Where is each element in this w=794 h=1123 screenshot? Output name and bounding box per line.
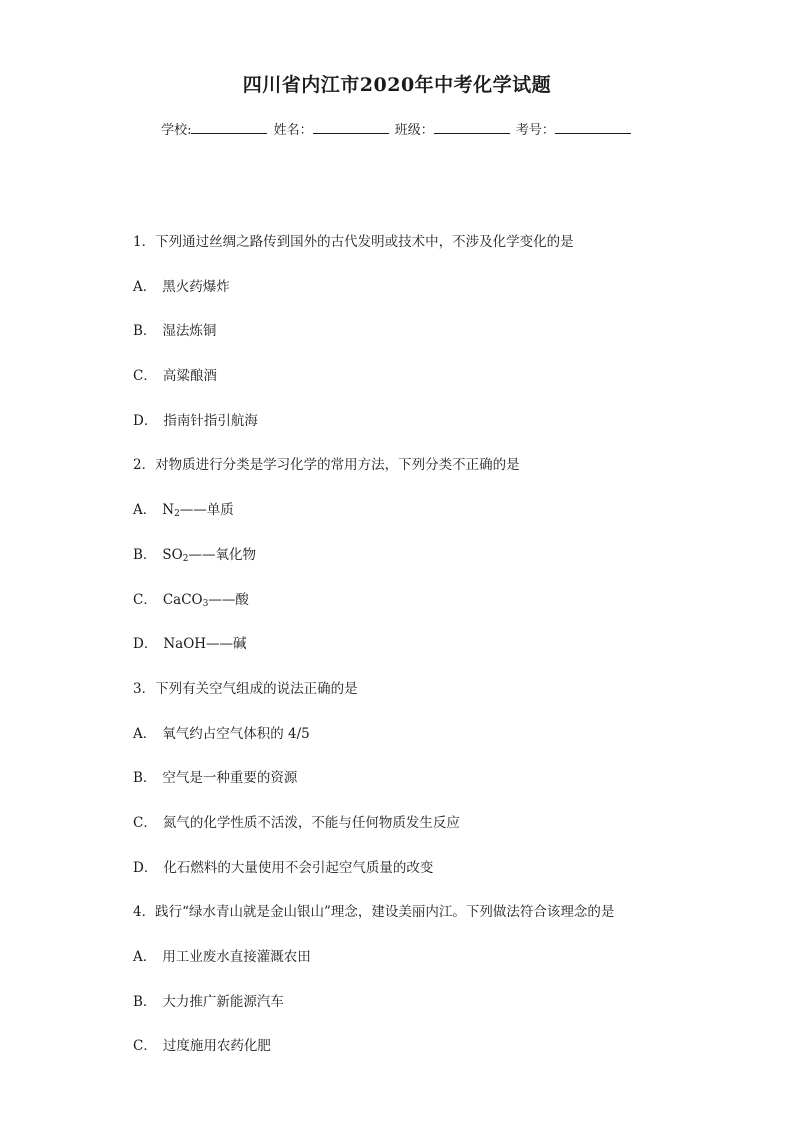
option-item bbox=[133, 412, 733, 457]
option-item bbox=[133, 993, 733, 1038]
option-letter: D． bbox=[133, 636, 158, 653]
option-letter: C． bbox=[133, 814, 157, 831]
option-item bbox=[133, 367, 733, 412]
exam-number-blank[interactable] bbox=[555, 121, 631, 134]
option-item bbox=[133, 278, 733, 323]
option-letter: B． bbox=[133, 770, 157, 787]
option-item bbox=[133, 725, 733, 770]
option-letter: A． bbox=[133, 278, 157, 295]
formula-subscript: 3 bbox=[202, 598, 209, 609]
page-title: 四川省内江市2020年中考化学试题 bbox=[242, 74, 552, 96]
class-field bbox=[395, 119, 512, 138]
option-item bbox=[133, 769, 733, 814]
class-label: 班级： bbox=[394, 123, 434, 138]
option-formula: NaOH bbox=[163, 636, 207, 653]
option-letter: A． bbox=[133, 725, 157, 742]
option-letter: B． bbox=[133, 993, 157, 1010]
option-letter: A． bbox=[133, 502, 157, 519]
class-blank[interactable] bbox=[434, 121, 510, 134]
name-label: 姓名： bbox=[273, 123, 313, 138]
option-letter: C． bbox=[133, 1038, 157, 1055]
name-field bbox=[274, 119, 391, 138]
option-formula: SO bbox=[162, 546, 183, 563]
option-item bbox=[133, 591, 733, 636]
option-letter: A． bbox=[133, 949, 157, 965]
option-formula: N bbox=[162, 502, 175, 519]
option-letter: D． bbox=[133, 859, 158, 876]
option-text: ——酸 bbox=[208, 591, 249, 608]
option-text: ——氧化物 bbox=[188, 546, 256, 563]
question-list bbox=[133, 233, 733, 1082]
school-blank[interactable] bbox=[191, 121, 267, 134]
exam-number-label: 考号： bbox=[515, 123, 555, 138]
question-stem: 3．下列有关空气组成的说法正确的是 bbox=[133, 680, 358, 697]
question-stem: 1．下列通过丝绸之路传到国外的古代发明或技术中，不涉及化学变化的是 bbox=[133, 234, 574, 250]
option-text: 指南针指引航海 bbox=[163, 412, 258, 429]
option-item bbox=[133, 859, 733, 904]
option-letter: C． bbox=[133, 368, 157, 385]
option-letter: C． bbox=[133, 591, 157, 608]
option-text: 湿法炼铜 bbox=[162, 323, 217, 340]
option-text: 空气是一种重要的资源 bbox=[162, 770, 298, 787]
option-text: 用工业废水直接灌溉农田 bbox=[162, 949, 311, 965]
formula-subscript: 2 bbox=[182, 553, 189, 564]
option-formula: CaCO bbox=[162, 591, 203, 608]
option-text: 氧气约占空气体积的 4/5 bbox=[162, 725, 310, 742]
question-stem: 4．践行“绿水青山就是金山银山”理念，建设美丽内江。下列做法符合该理念的是 bbox=[133, 904, 615, 921]
option-item bbox=[133, 322, 733, 367]
option-text: ——碱 bbox=[206, 636, 247, 653]
option-letter: D． bbox=[133, 412, 158, 429]
question-stem: 2．对物质进行分类是学习化学的常用方法，下列分类不正确的是 bbox=[133, 457, 520, 474]
exam-number-field bbox=[516, 119, 633, 138]
option-item bbox=[133, 1037, 733, 1082]
option-text: 过度施用农药化肥 bbox=[162, 1038, 271, 1055]
option-text: 黑火药爆炸 bbox=[162, 278, 230, 295]
name-blank[interactable] bbox=[313, 121, 389, 134]
option-text: 氮气的化学性质不活泼，不能与任何物质发生反应 bbox=[162, 814, 460, 831]
option-item bbox=[133, 948, 733, 993]
option-item bbox=[133, 501, 733, 546]
student-info-row bbox=[0, 119, 794, 138]
option-item bbox=[133, 814, 733, 859]
school-label: 学校: bbox=[161, 123, 192, 138]
option-text: 大力推广新能源汽车 bbox=[162, 993, 284, 1010]
formula-subscript: 2 bbox=[174, 509, 180, 520]
option-text: 高粱酿酒 bbox=[162, 368, 217, 385]
option-item bbox=[133, 546, 733, 591]
school-field bbox=[161, 119, 269, 138]
option-text: ——单质 bbox=[179, 502, 234, 519]
option-letter: B． bbox=[133, 323, 157, 340]
option-text: 化石燃料的大量使用不会引起空气质量的改变 bbox=[163, 859, 434, 876]
option-item bbox=[133, 635, 733, 680]
option-letter: B． bbox=[133, 546, 157, 563]
